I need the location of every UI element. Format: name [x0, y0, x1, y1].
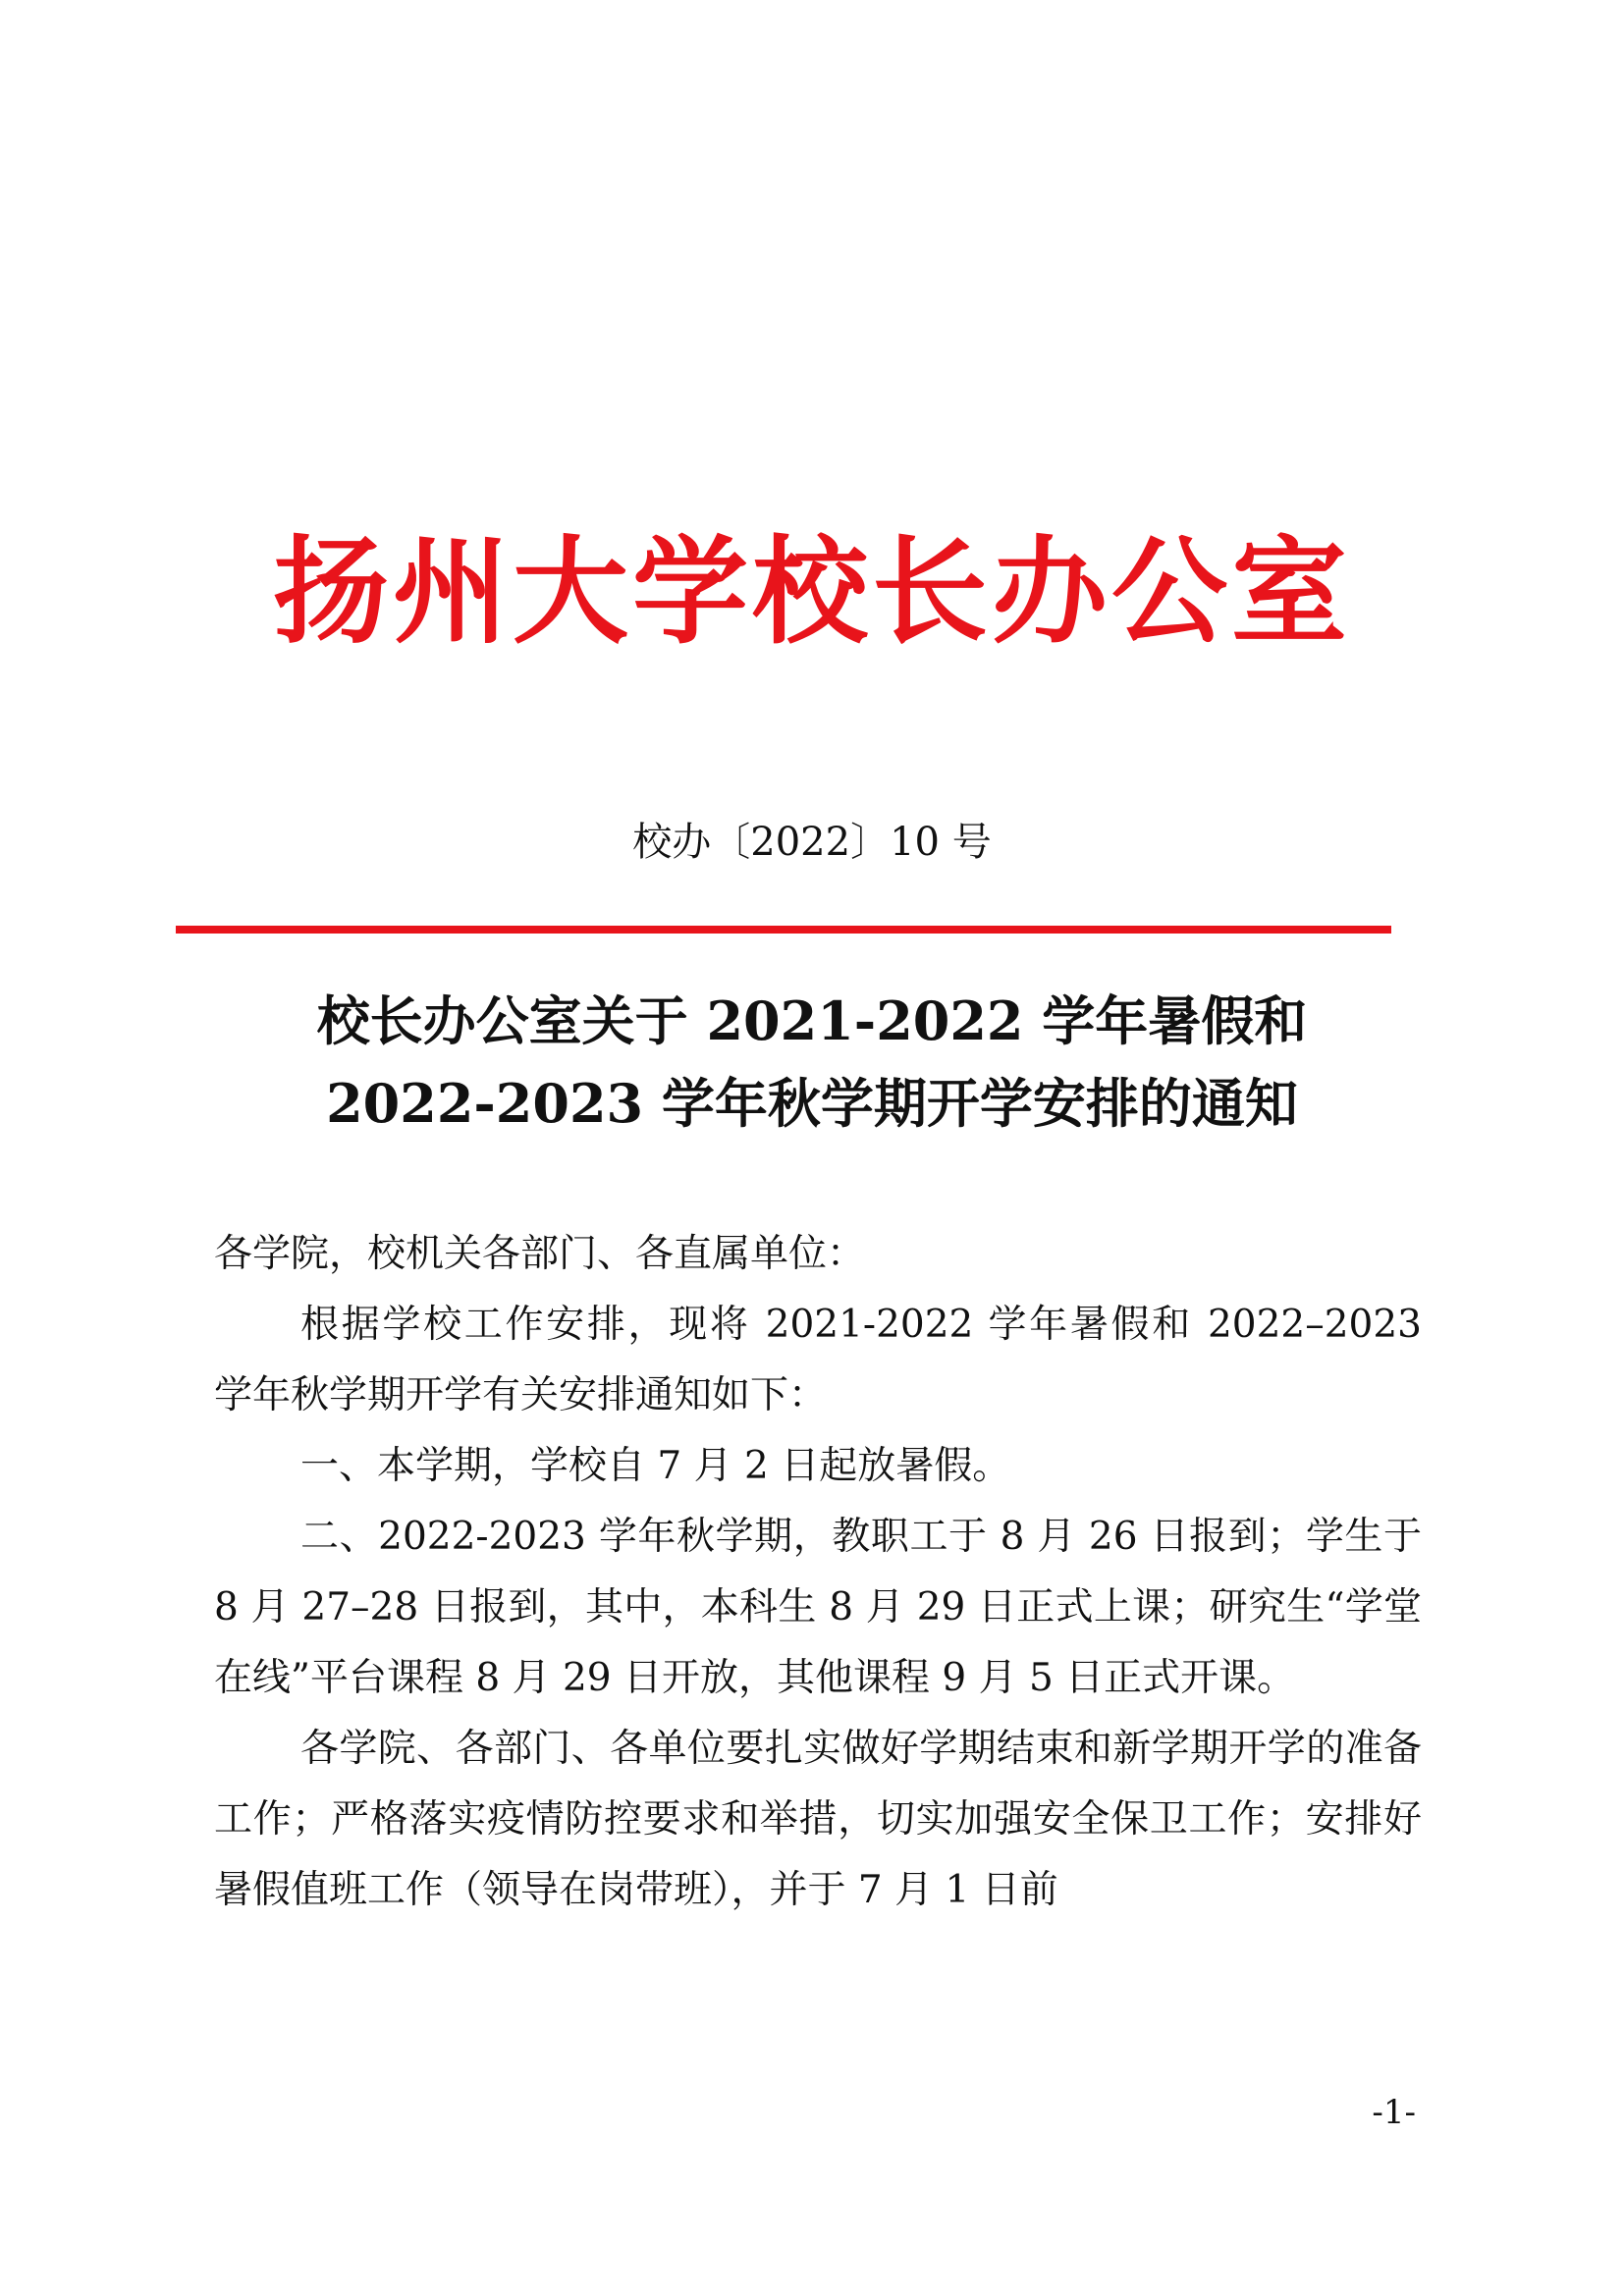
- salutation: 各学院，校机关各部门、各直属单位：: [214, 1232, 866, 1276]
- page-number: -1-: [1372, 2093, 1416, 2132]
- notice-title-line-2: 2022-2023 学年秋学期开学安排的通知: [326, 1072, 1298, 1135]
- notice-body: [214, 1219, 1422, 1926]
- red-divider-line: [176, 926, 1391, 934]
- notice-title: [0, 980, 1624, 1145]
- paragraph-item-2: 二、2022-2023 学年秋学期，教职工于 8 月 26 日报到；学生于 8 月 27–28 日报到，其中，本科生 8 月 29 日正式上课；研究生“学堂在线”平台课程 8 月 29 日开放，其他课程 9 月 5 日正式开课。: [214, 1515, 1422, 1700]
- paragraph-intro: 根据学校工作安排，现将 2021-2022 学年暑假和 2022–2023 学年秋学期开学有关安排通知如下：: [214, 1303, 1422, 1417]
- masthead-title: 扬州大学校长办公室: [272, 523, 1351, 660]
- paragraph-requirements: 各学院、各部门、各单位要扎实做好学期结束和新学期开学的准备工作；严格落实疫情防控要求和举措，切实加强安全保卫工作；安排好暑假值班工作（领导在岗带班），并于 7 月 1 日前: [214, 1727, 1422, 1912]
- document-number: 校办〔2022〕10 号: [632, 820, 992, 865]
- notice-title-line-1: 校长办公室关于 2021-2022 学年暑假和: [316, 989, 1308, 1052]
- paragraph-item-1: 一、本学期，学校自 7 月 2 日起放暑假。: [300, 1444, 1011, 1488]
